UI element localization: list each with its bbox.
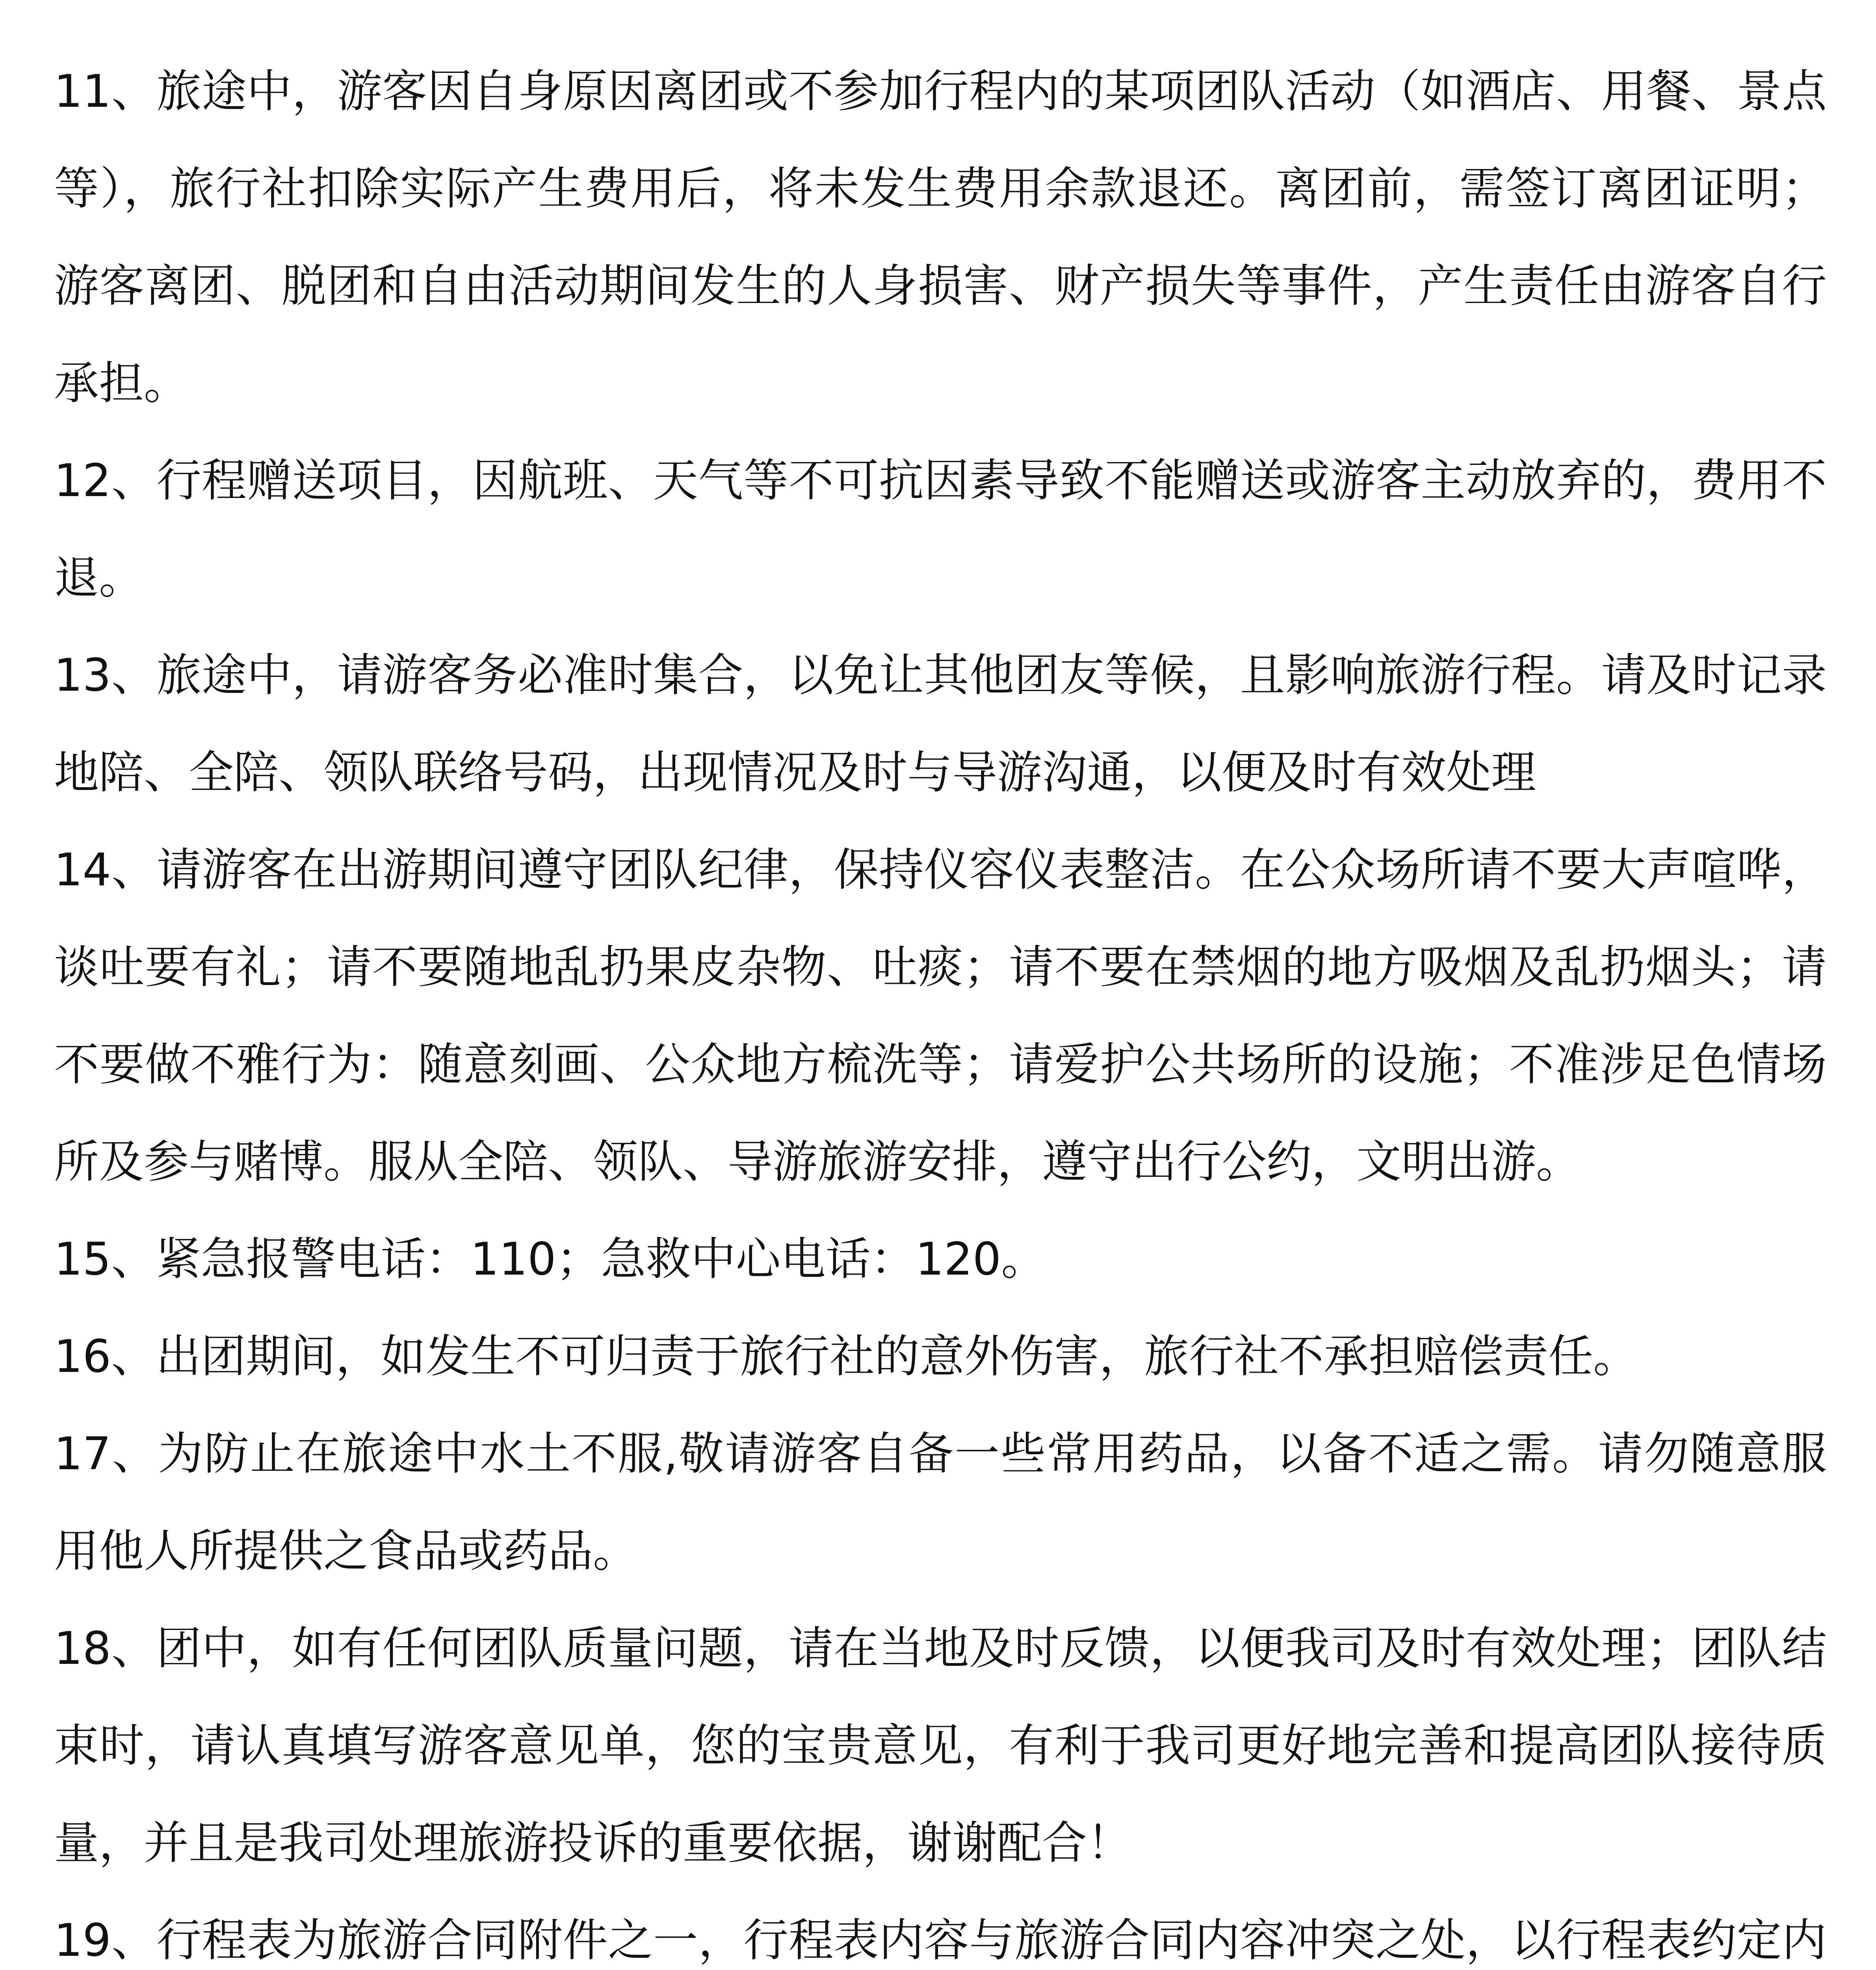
term-item-13: 13、旅途中，请游客务必准时集合，以免让其他团友等候，且影响旅游行程。请及时记录地陪、全陪、领队联络号码，出现情况及时与导游沟通，以便及时有效处理 [54, 649, 1827, 799]
term-item-18: 18、团中，如有任何团队质量问题，请在当地及时反馈，以便我司及时有效处理；团队结束时，请认真填写游客意见单，您的宝贵意见，有利于我司更好地完善和提高团队接待质量，并且是我司处理旅游投诉的重要依据，谢谢配合！ [54, 1622, 1827, 1869]
term-item-16: 16、出团期间，如发生不可归责于旅行社的意外伤害，旅行社不承担赔偿责任。 [54, 1330, 1638, 1383]
document-page [54, 0, 1827, 1970]
term-item-15: 15、紧急报警电话：110；急救中心电话：120。 [54, 1233, 1046, 1285]
term-item-14: 14、请游客在出游期间遵守团队纪律，保持仪容仪表整洁。在公众场所请不要大声喧哗，谈吐要有礼；请不要随地乱扔果皮杂物、吐痰；请不要在禁烟的地方吸烟及乱扔烟头；请不要做不雅行为：随意刻画、公众地方梳洗等；请爱护公共场所的设施；不准涉足色情场所及参与赌博。服从全陪、领队、导游旅游安排，遵守出行公约，文明出游。 [54, 844, 1827, 1188]
terms-list [54, 0, 1827, 1970]
term-item-17: 17、为防止在旅途中水土不服,敬请游客自备一些常用药品，以备不适之需。请勿随意服用他人所提供之食品或药品。 [54, 1427, 1827, 1577]
term-item-12: 12、行程赠送项目，因航班、天气等不可抗因素导致不能赠送或游客主动放弃的，费用不退。 [54, 454, 1827, 604]
term-item-11: 11、旅途中，游客因自身原因离团或不参加行程内的某项团队活动（如酒店、用餐、景点等），旅行社扣除实际产生费用后，将未发生费用余款退还。离团前，需签订离团证明；游客离团、脱团和自由活动期间发生的人身损害、财产损失等事件，产生责任由游客自行承担。 [54, 65, 1827, 409]
term-item-19: 19、行程表为旅游合同附件之一，行程表内容与旅游合同内容冲突之处，以行程表约定内 [54, 1914, 1827, 1966]
